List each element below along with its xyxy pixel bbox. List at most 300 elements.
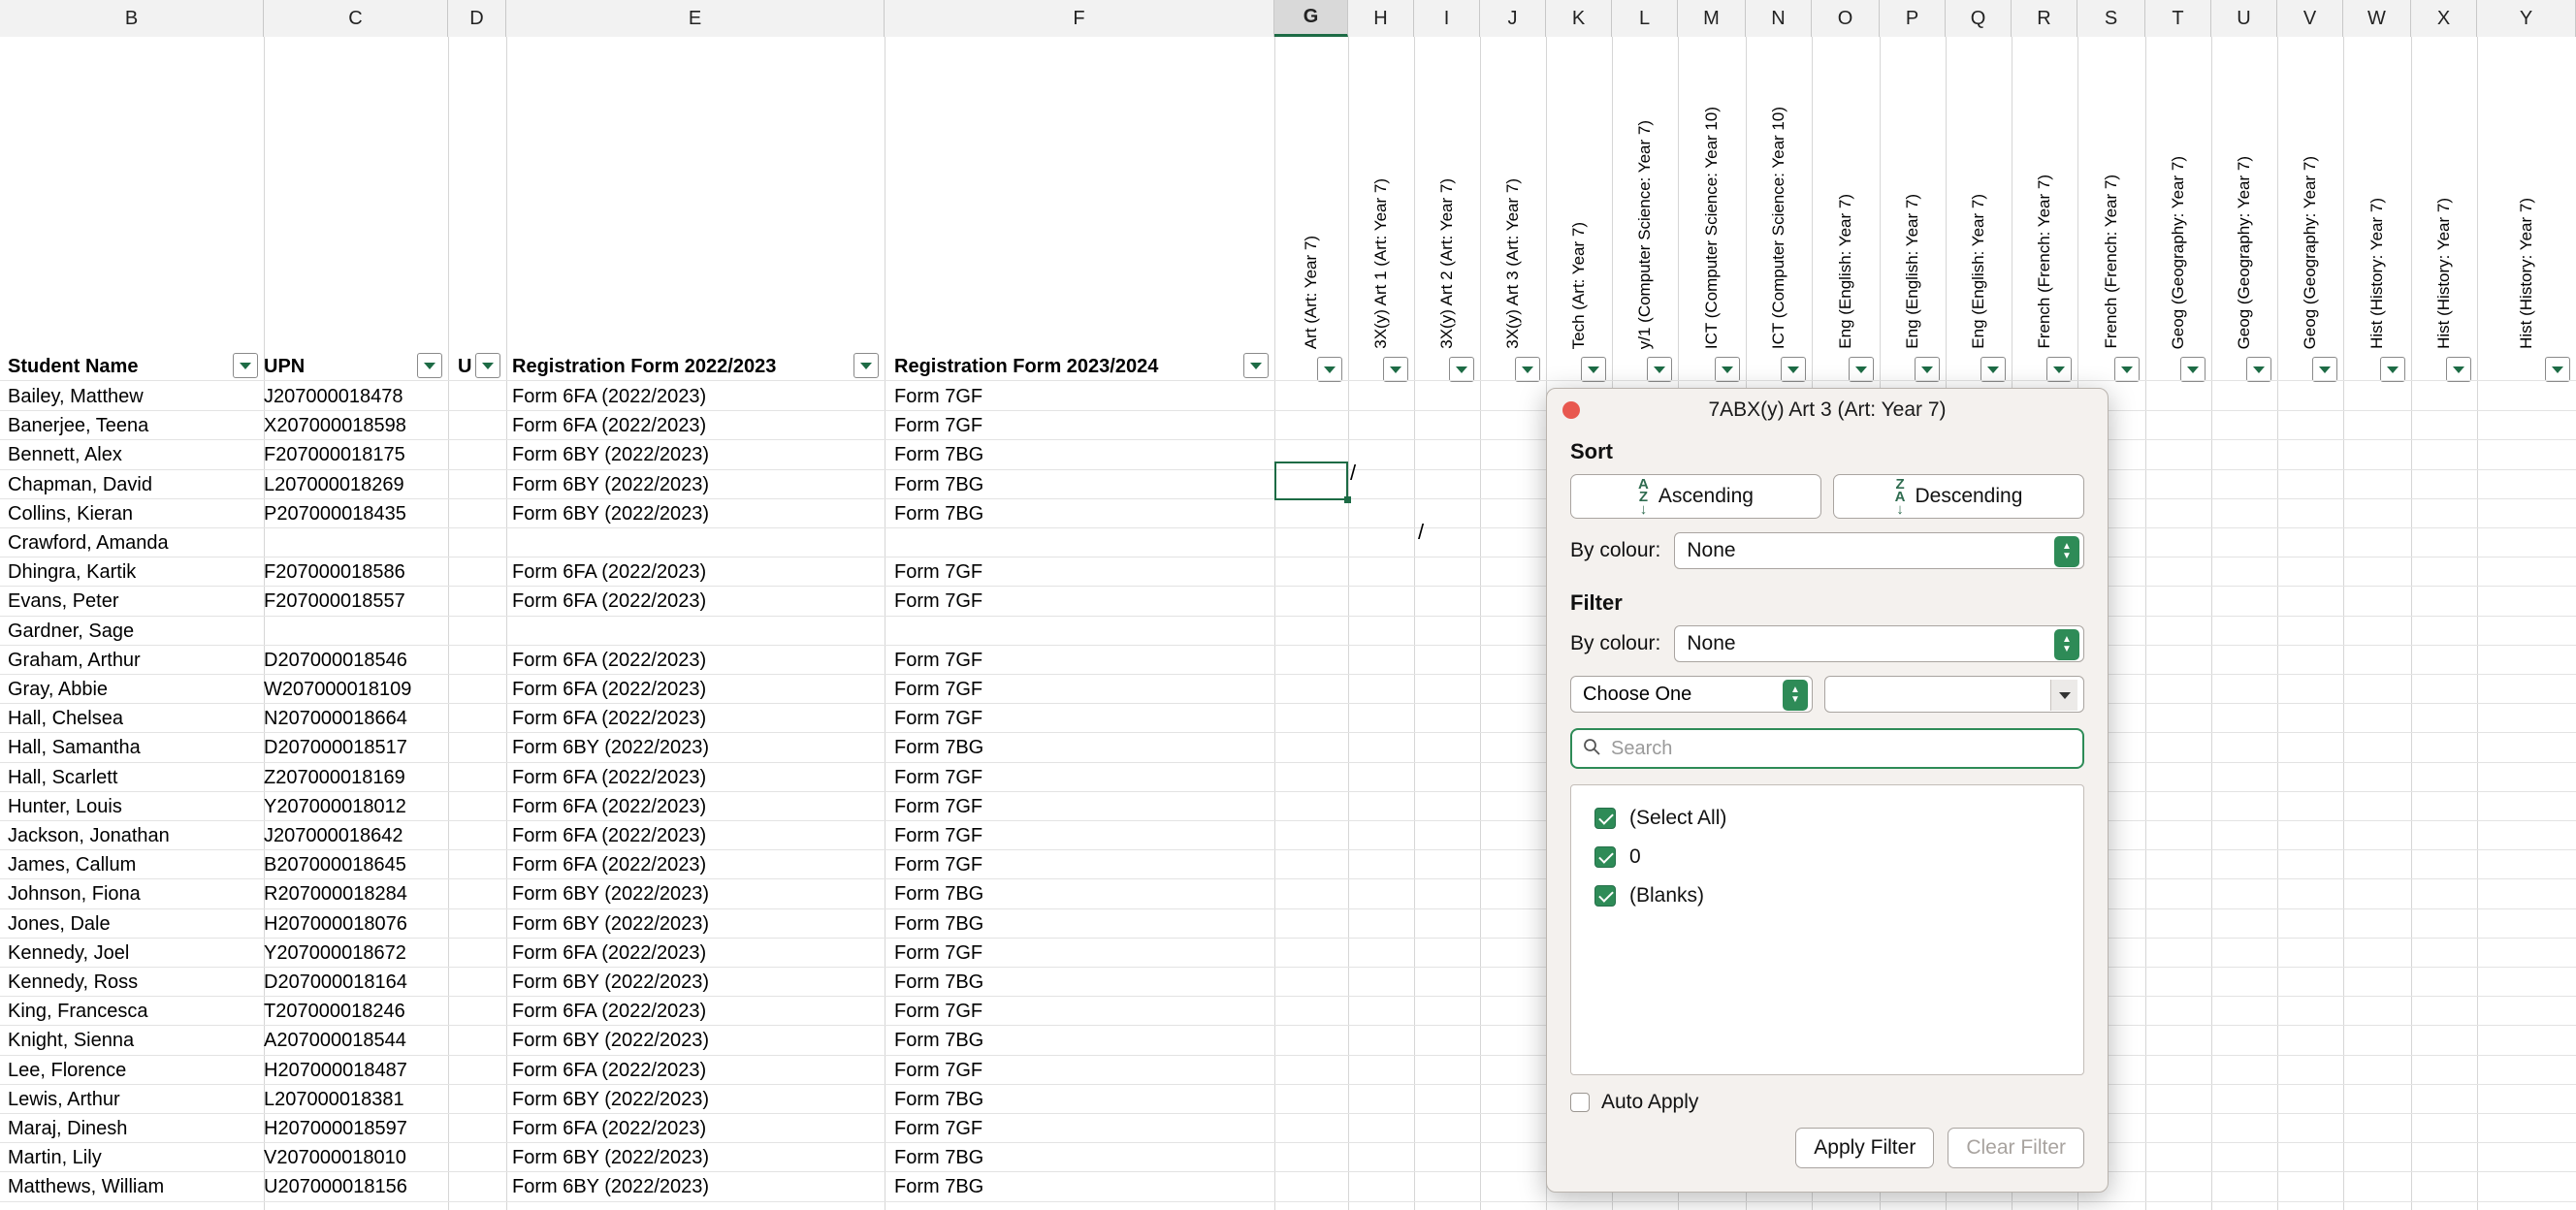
cell-student-name[interactable]: Gray, Abbie [8, 679, 109, 700]
table-row[interactable] [0, 734, 2576, 763]
cell-upn[interactable]: F207000018175 [264, 444, 405, 466]
cell-upn[interactable]: H207000018597 [264, 1118, 407, 1139]
cell-upn[interactable]: Y207000018012 [264, 795, 406, 817]
table-row[interactable] [0, 588, 2576, 617]
chevron-down-icon [482, 363, 494, 369]
column-header-r[interactable]: R [2012, 0, 2077, 37]
table-row[interactable] [0, 412, 2576, 441]
column-header-o[interactable]: O [1812, 0, 1880, 37]
grid-row-line [0, 791, 2576, 792]
table-row[interactable] [0, 998, 2576, 1027]
sort-descending-button[interactable] [1833, 474, 2084, 519]
filter-by-colour-select[interactable] [1674, 625, 2084, 662]
checkbox-checked-icon[interactable] [1594, 808, 1616, 829]
cell-upn[interactable]: F207000018557 [264, 590, 405, 613]
filter-list-item-label: 0 [1629, 845, 1641, 868]
chevron-down-icon [1987, 366, 1999, 373]
cell-reg-form-2023[interactable]: Form 7GF [894, 679, 983, 700]
cell-reg-form-2022[interactable]: Form 6BY (2022/2023) [512, 1176, 710, 1198]
filter-by-colour-row [1570, 625, 2084, 662]
cell-reg-form-2022[interactable]: Form 6BY (2022/2023) [512, 912, 710, 935]
cell-reg-form-2023[interactable]: Form 7BG [894, 1147, 984, 1169]
column-filter-button-j[interactable] [1515, 357, 1540, 382]
grid-row-line [0, 527, 2576, 528]
header-upn: UPN [264, 356, 306, 377]
table-row[interactable] [0, 1027, 2576, 1056]
cell-student-name[interactable]: Graham, Arthur [8, 649, 141, 671]
cell-reg-form-2023[interactable]: Form 7GF [894, 386, 983, 407]
cell-reg-form-2022[interactable]: Form 6FA (2022/2023) [512, 590, 707, 613]
cell-upn[interactable]: L207000018269 [264, 473, 404, 495]
cell-mark: / [1418, 520, 1425, 544]
header-student-name: Student Name [8, 356, 139, 377]
table-row[interactable] [0, 822, 2576, 851]
cell-upn[interactable]: B207000018645 [264, 854, 406, 876]
column-filter-button-d[interactable] [475, 353, 500, 378]
column-header-x[interactable]: X [2411, 0, 2477, 37]
cell-reg-form-2022[interactable]: Form 6FA (2022/2023) [512, 825, 707, 846]
cell-reg-form-2022[interactable]: Form 6BY (2022/2023) [512, 473, 710, 495]
column-filter-button-q[interactable] [1980, 357, 2006, 382]
cell-student-name[interactable]: Hunter, Louis [8, 795, 122, 817]
sort-by-colour-select[interactable] [1674, 532, 2084, 569]
chevron-down-icon [2187, 366, 2199, 373]
chevron-down-icon [1250, 363, 1262, 369]
table-row[interactable] [0, 558, 2576, 588]
column-header-u[interactable]: U [2211, 0, 2277, 37]
cell-upn[interactable]: J207000018478 [264, 386, 403, 407]
cell-upn[interactable]: F207000018586 [264, 561, 405, 584]
cell-reg-form-2023[interactable]: Form 7BG [894, 883, 984, 906]
subject-column-header: Hist (History: Year 7) [2367, 198, 2386, 349]
cell-reg-form-2022[interactable]: Form 6FA (2022/2023) [512, 708, 707, 730]
column-header-e[interactable]: E [506, 0, 885, 37]
filter-list-item[interactable] [1594, 799, 2083, 838]
cell-student-name[interactable]: Dhingra, Kartik [8, 561, 137, 584]
grid-row-line [0, 996, 2576, 997]
cell-reg-form-2023[interactable]: Form 7GF [894, 649, 983, 671]
search-icon [1582, 737, 1601, 761]
popup-button-row [1547, 1128, 2084, 1168]
cell-upn[interactable]: R207000018284 [264, 883, 407, 906]
cell-reg-form-2023[interactable]: Form 7BG [894, 1030, 984, 1052]
cell-reg-form-2023[interactable]: Form 7GF [894, 1118, 983, 1139]
cell-reg-form-2023[interactable]: Form 7BG [894, 502, 984, 525]
chevron-down-icon [2552, 366, 2563, 373]
checkbox-checked-icon[interactable] [1594, 885, 1616, 907]
cell-student-name[interactable]: Kennedy, Ross [8, 971, 139, 993]
column-filter-button-h[interactable] [1383, 357, 1408, 382]
chevron-down-icon [1787, 366, 1799, 373]
cell-reg-form-2022[interactable]: Form 6BY (2022/2023) [512, 502, 710, 525]
table-row[interactable] [0, 880, 2576, 909]
cell-student-name[interactable]: Hall, Samantha [8, 737, 141, 759]
column-filter-button-x[interactable] [2446, 357, 2471, 382]
cell-reg-form-2023[interactable]: Form 7BG [894, 737, 984, 759]
subject-column-header: Eng (English: Year 7) [1903, 194, 1921, 349]
table-row[interactable] [0, 764, 2576, 793]
cell-upn[interactable]: N207000018664 [264, 708, 407, 730]
cell-student-name[interactable]: Crawford, Amanda [8, 532, 169, 554]
cell-upn[interactable]: P207000018435 [264, 502, 406, 525]
subject-column-header: 3X(y) Art 3 (Art: Year 7) [1503, 178, 1522, 349]
table-row[interactable] [0, 1057, 2576, 1086]
cell-upn[interactable]: J207000018642 [264, 825, 403, 846]
subject-column-header: Geog (Geography: Year 7) [2169, 155, 2187, 349]
cell-student-name[interactable]: Johnson, Fiona [8, 883, 141, 906]
header-reg-form-2022: Registration Form 2022/2023 [512, 356, 777, 377]
cell-student-name[interactable]: Banerjee, Teena [8, 415, 149, 437]
cell-student-name[interactable]: Hall, Scarlett [8, 766, 118, 788]
chevron-down-icon [2053, 366, 2065, 373]
column-filter-button-v[interactable] [2312, 357, 2337, 382]
cell-reg-form-2023[interactable]: Form 7BG [894, 912, 984, 935]
cell-student-name[interactable]: Lewis, Arthur [8, 1088, 120, 1110]
filter-condition-value: Choose One [1583, 683, 1692, 705]
subject-column-header: Geog (Geography: Year 7) [2235, 155, 2253, 349]
chevron-down-icon [1324, 366, 1336, 373]
popup-title: 7ABX(y) Art 3 (Art: Year 7) [1708, 398, 1947, 421]
cell-student-name[interactable]: Lee, Florence [8, 1059, 127, 1081]
column-filter-button-f[interactable] [1243, 353, 1269, 378]
column-header-j[interactable]: J [1480, 0, 1546, 37]
cell-reg-form-2023[interactable]: Form 7BG [894, 444, 984, 466]
cell-mark: / [1350, 461, 1357, 485]
chevron-down-icon [1588, 366, 1599, 373]
cell-student-name[interactable]: Hall, Chelsea [8, 708, 123, 730]
search-input[interactable] [1609, 737, 2073, 761]
cell-reg-form-2022[interactable]: Form 6BY (2022/2023) [512, 1147, 710, 1169]
filter-by-colour-label: By colour: [1570, 632, 1661, 654]
cell-upn[interactable]: L207000018381 [264, 1088, 404, 1110]
grid-row-line [0, 410, 2576, 411]
chevron-down-icon [1390, 366, 1401, 373]
grid-row-line [0, 1084, 2576, 1085]
cell-upn[interactable]: D207000018164 [264, 971, 407, 993]
chevron-down-icon [2453, 366, 2464, 373]
cell-upn[interactable]: H207000018076 [264, 912, 407, 935]
column-filter-button-w[interactable] [2380, 357, 2405, 382]
selection-fill-handle[interactable] [1344, 496, 1351, 503]
chevron-down-icon [1855, 366, 1867, 373]
cell-student-name[interactable]: Chapman, David [8, 473, 152, 495]
filter-list-item[interactable] [1594, 838, 2083, 876]
column-header-q[interactable]: Q [1946, 0, 2012, 37]
column-header-b[interactable]: B [0, 0, 264, 37]
cell-upn[interactable]: T207000018246 [264, 1001, 405, 1023]
clear-filter-button[interactable]: Clear Filter [1948, 1128, 2084, 1168]
cell-upn[interactable]: V207000018010 [264, 1147, 406, 1169]
cell-selection[interactable] [1274, 462, 1348, 500]
grid-row-line [0, 674, 2576, 675]
sort-by-colour-label: By colour: [1570, 539, 1661, 561]
grid-row-line [0, 732, 2576, 733]
chevron-down-icon [1522, 366, 1533, 373]
column-header-n[interactable]: N [1746, 0, 1812, 37]
column-header-g[interactable]: G [1274, 0, 1348, 37]
grid-row-line [0, 849, 2576, 850]
auto-apply-label: Auto Apply [1601, 1091, 1699, 1113]
subject-column-header: Art (Art: Year 7) [1302, 235, 1320, 349]
header-reg-form-2023: Registration Form 2023/2024 [894, 356, 1159, 377]
cell-reg-form-2022[interactable]: Form 6FA (2022/2023) [512, 679, 707, 700]
column-filter-button-c[interactable] [417, 353, 442, 378]
column-filter-button-y[interactable] [2545, 357, 2570, 382]
column-header-t[interactable]: T [2145, 0, 2211, 37]
grid-row-line [0, 908, 2576, 909]
stepper-icon[interactable]: ▲ ▼ [2054, 629, 2079, 660]
cell-reg-form-2022[interactable]: Form 6FA (2022/2023) [512, 766, 707, 788]
chevron-down-icon [1456, 366, 1467, 373]
column-header-c[interactable]: C [264, 0, 448, 37]
column-filter-button-p[interactable] [1915, 357, 1940, 382]
grid-row-line [0, 380, 2576, 381]
cell-upn[interactable]: A207000018544 [264, 1030, 406, 1052]
sort-az-ascending-icon: A Z ↓ [1638, 475, 1649, 518]
sort-descending-label: Descending [1915, 485, 2023, 507]
chevron-down-icon[interactable] [2050, 680, 2077, 711]
cell-upn[interactable]: H207000018487 [264, 1059, 407, 1081]
grid-row-line [0, 439, 2576, 440]
table-row[interactable] [0, 969, 2576, 998]
table-row[interactable] [0, 1115, 2576, 1144]
cell-reg-form-2022[interactable]: Form 6BY (2022/2023) [512, 883, 710, 906]
column-filter-button-n[interactable] [1781, 357, 1806, 382]
cell-reg-form-2022[interactable]: Form 6FA (2022/2023) [512, 561, 707, 584]
table-row[interactable] [0, 1144, 2576, 1173]
filter-search-box[interactable] [1570, 728, 2084, 769]
grid-row-line [0, 1201, 2576, 1202]
cell-reg-form-2022[interactable]: Form 6BY (2022/2023) [512, 1030, 710, 1052]
cell-reg-form-2022[interactable]: Form 6BY (2022/2023) [512, 444, 710, 466]
subject-column-header: Hist (History: Year 7) [2517, 198, 2535, 349]
column-filter-button-b[interactable] [233, 353, 258, 378]
grid-row-line [0, 820, 2576, 821]
cell-reg-form-2023[interactable]: Form 7GF [894, 590, 983, 613]
filter-value-combo[interactable] [1824, 676, 2084, 713]
column-filter-button-l[interactable] [1647, 357, 1672, 382]
subject-column-header: French (French: Year 7) [2102, 175, 2120, 349]
cell-reg-form-2023[interactable]: Form 7BG [894, 1176, 984, 1198]
popup-title-bar [1547, 389, 2108, 431]
cell-reg-form-2023[interactable]: Form 7BG [894, 473, 984, 495]
header-filter-row [0, 351, 2576, 382]
cell-student-name[interactable]: Maraj, Dinesh [8, 1118, 128, 1139]
table-row[interactable] [0, 529, 2576, 558]
cell-student-name[interactable]: Gardner, Sage [8, 620, 135, 642]
table-row[interactable] [0, 647, 2576, 676]
cell-reg-form-2023[interactable]: Form 7BG [894, 971, 984, 993]
column-header-i[interactable]: I [1414, 0, 1480, 37]
stepper-icon[interactable]: ▲ ▼ [2054, 536, 2079, 567]
auto-apply-row[interactable] [1570, 1091, 2108, 1114]
grid-row-line [0, 762, 2576, 763]
grid-row-line [0, 878, 2576, 879]
sort-by-colour-row [1570, 532, 2084, 569]
cell-reg-form-2022[interactable]: Form 6FA (2022/2023) [512, 415, 707, 437]
cell-reg-form-2022[interactable]: Form 6BY (2022/2023) [512, 1088, 710, 1110]
grid-row-line [0, 703, 2576, 704]
cell-reg-form-2022[interactable]: Form 6FA (2022/2023) [512, 854, 707, 876]
column-header-w[interactable]: W [2343, 0, 2411, 37]
subject-column-header: Eng (English: Year 7) [1836, 194, 1854, 349]
column-header-y[interactable]: Y [2477, 0, 2576, 37]
chevron-down-icon [1654, 366, 1665, 373]
cell-student-name[interactable]: Jones, Dale [8, 912, 111, 935]
column-filter-button-m[interactable] [1715, 357, 1740, 382]
grid-row-line [0, 967, 2576, 968]
column-filter-button-s[interactable] [2114, 357, 2140, 382]
column-header-k[interactable]: K [1546, 0, 1612, 37]
filter-value-list[interactable] [1570, 784, 2084, 1075]
auto-apply-checkbox[interactable] [1570, 1093, 1590, 1112]
cell-reg-form-2022[interactable]: Form 6FA (2022/2023) [512, 386, 707, 407]
cell-reg-form-2023[interactable]: Form 7GF [894, 1059, 983, 1081]
cell-reg-form-2023[interactable]: Form 7GF [894, 941, 983, 964]
cell-student-name[interactable]: Martin, Lily [8, 1147, 102, 1169]
column-header-l[interactable]: L [1612, 0, 1678, 37]
column-filter-button-k[interactable] [1581, 357, 1606, 382]
cell-upn[interactable]: D207000018546 [264, 649, 407, 671]
table-row[interactable] [0, 910, 2576, 939]
column-header-s[interactable]: S [2077, 0, 2145, 37]
grid-row-line [0, 1055, 2576, 1056]
cell-upn[interactable]: X207000018598 [264, 415, 406, 437]
column-header-f[interactable]: F [885, 0, 1274, 37]
checkbox-checked-icon[interactable] [1594, 846, 1616, 868]
cell-reg-form-2022[interactable]: Form 6FA (2022/2023) [512, 941, 707, 964]
cell-reg-form-2022[interactable]: Form 6BY (2022/2023) [512, 971, 710, 993]
grid-row-line [0, 1113, 2576, 1114]
subject-column-header: Tech (Art: Year 7) [1569, 221, 1588, 349]
table-row[interactable] [0, 383, 2576, 412]
cell-student-name[interactable]: Matthews, William [8, 1176, 165, 1198]
table-row[interactable] [0, 676, 2576, 705]
cell-student-name[interactable]: Bailey, Matthew [8, 386, 144, 407]
grid-row-line [0, 1025, 2576, 1026]
cell-reg-form-2023[interactable]: Form 7GF [894, 825, 983, 846]
column-header-d[interactable]: D [448, 0, 506, 37]
filter-condition-select[interactable] [1570, 676, 1813, 713]
column-header-m[interactable]: M [1678, 0, 1746, 37]
column-filter-button-i[interactable] [1449, 357, 1474, 382]
cell-reg-form-2022[interactable]: Form 6BY (2022/2023) [512, 737, 710, 759]
cell-reg-form-2022[interactable]: Form 6FA (2022/2023) [512, 649, 707, 671]
subject-column-header: 3X(y) Art 2 (Art: Year 7) [1437, 178, 1456, 349]
table-row[interactable] [0, 500, 2576, 529]
close-icon[interactable] [1562, 401, 1580, 419]
cell-reg-form-2023[interactable]: Form 7GF [894, 415, 983, 437]
cell-student-name[interactable]: Kennedy, Joel [8, 941, 130, 964]
cell-student-name[interactable]: James, Callum [8, 854, 137, 876]
subject-column-header: French (French: Year 7) [2035, 175, 2053, 349]
apply-filter-button[interactable]: Apply Filter [1795, 1128, 1934, 1168]
header-u: U [458, 356, 472, 377]
chevron-down-icon [1722, 366, 1733, 373]
table-row[interactable] [0, 851, 2576, 880]
column-header-v[interactable]: V [2277, 0, 2343, 37]
subject-column-header: ICT (Computer Science: Year 10) [1702, 106, 1721, 349]
cell-reg-form-2023[interactable]: Form 7GF [894, 561, 983, 584]
filter-by-colour-value: None [1687, 632, 1736, 654]
chevron-down-icon [424, 363, 435, 369]
chevron-down-icon [2121, 366, 2133, 373]
cell-student-name[interactable]: Knight, Sienna [8, 1030, 135, 1052]
stepper-icon[interactable]: ▲ ▼ [1783, 680, 1808, 711]
filter-list-item[interactable] [1594, 876, 2083, 915]
cell-reg-form-2023[interactable]: Form 7GF [894, 854, 983, 876]
grid-row-line [0, 1171, 2576, 1172]
cell-upn[interactable]: Y207000018672 [264, 941, 406, 964]
filter-popup [1546, 388, 2109, 1193]
table-row[interactable] [0, 1173, 2576, 1202]
cell-student-name[interactable]: Evans, Peter [8, 590, 119, 613]
cell-student-name[interactable]: Collins, Kieran [8, 502, 133, 525]
cell-upn[interactable]: W207000018109 [264, 679, 412, 700]
grid-row-line [0, 616, 2576, 617]
cell-reg-form-2022[interactable]: Form 6FA (2022/2023) [512, 795, 707, 817]
column-header-p[interactable]: P [1880, 0, 1946, 37]
subject-column-header: y/1 (Computer Science: Year 7) [1635, 119, 1654, 349]
column-filter-button-e[interactable] [853, 353, 879, 378]
subject-column-header: ICT (Computer Science: Year 10) [1769, 106, 1787, 349]
filter-heading: Filter [1570, 590, 1623, 615]
column-header-h[interactable]: H [1348, 0, 1414, 37]
table-row[interactable] [0, 1086, 2576, 1115]
cell-upn[interactable]: Z207000018169 [264, 766, 405, 788]
cell-reg-form-2022[interactable]: Form 6FA (2022/2023) [512, 1118, 707, 1139]
table-row[interactable] [0, 793, 2576, 822]
cell-student-name[interactable]: Bennett, Alex [8, 444, 122, 466]
table-row[interactable] [0, 618, 2576, 647]
grid-area [0, 37, 2576, 1210]
cell-reg-form-2023[interactable]: Form 7GF [894, 1001, 983, 1023]
chevron-down-icon [2319, 366, 2331, 373]
sort-button-group [1570, 474, 2084, 519]
filter-list-item-label: (Select All) [1629, 807, 1727, 829]
column-filter-button-g[interactable] [1317, 357, 1342, 382]
subject-column-header: Geog (Geography: Year 7) [2301, 155, 2319, 349]
chevron-down-icon [1921, 366, 1933, 373]
grid-row-line [0, 586, 2576, 587]
cell-upn[interactable]: U207000018156 [264, 1176, 407, 1198]
table-row[interactable] [0, 939, 2576, 969]
sort-by-colour-value: None [1687, 539, 1736, 561]
subject-column-header: Eng (English: Year 7) [1969, 194, 1987, 349]
cell-reg-form-2022[interactable]: Form 6FA (2022/2023) [512, 1001, 707, 1023]
cell-reg-form-2023[interactable]: Form 7BG [894, 1088, 984, 1110]
chevron-down-icon [2387, 366, 2399, 373]
table-row[interactable] [0, 705, 2576, 734]
cell-upn[interactable]: D207000018517 [264, 737, 407, 759]
grid-row-line [0, 1142, 2576, 1143]
column-filter-button-o[interactable] [1849, 357, 1874, 382]
column-filter-button-t[interactable] [2180, 357, 2206, 382]
chevron-down-icon [860, 363, 872, 369]
cell-reg-form-2023[interactable]: Form 7GF [894, 795, 983, 817]
cell-student-name[interactable]: Jackson, Jonathan [8, 825, 170, 846]
sort-ascending-label: Ascending [1658, 485, 1754, 507]
column-filter-button-u[interactable] [2246, 357, 2271, 382]
cell-reg-form-2023[interactable]: Form 7GF [894, 708, 983, 730]
cell-student-name[interactable]: King, Francesca [8, 1001, 148, 1023]
cell-reg-form-2023[interactable]: Form 7GF [894, 766, 983, 788]
filter-list-item-label: (Blanks) [1629, 884, 1705, 907]
column-filter-button-r[interactable] [2046, 357, 2072, 382]
sort-ascending-button[interactable] [1570, 474, 1821, 519]
sort-heading: Sort [1570, 439, 1613, 463]
cell-reg-form-2022[interactable]: Form 6FA (2022/2023) [512, 1059, 707, 1081]
